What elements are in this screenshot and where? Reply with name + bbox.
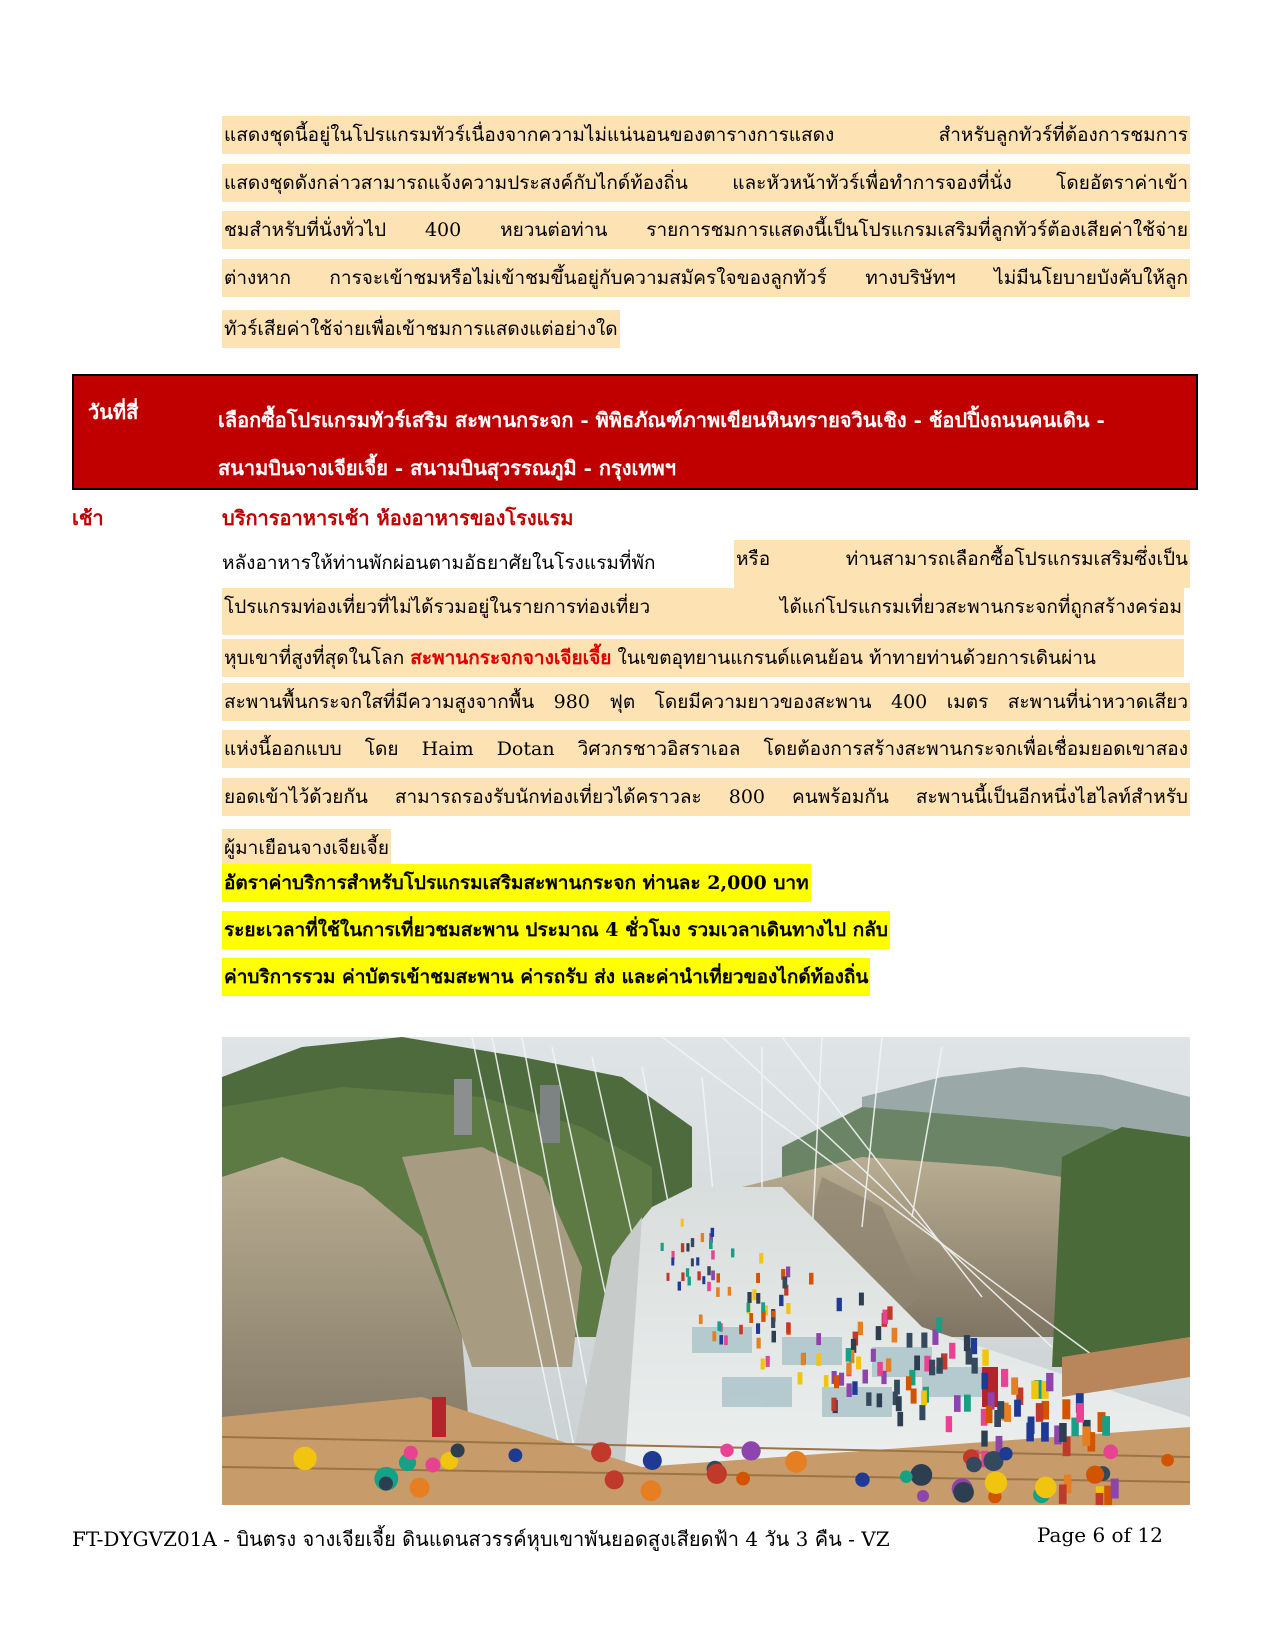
bridge-line-3a: หุบเขาที่สูงที่สุดในโลก (224, 647, 411, 669)
included-info: ค่าบริการรวม ค่าบัตรเข้าชมสะพาน ค่ารถรับ ส่ง และค่านำเที่ยวของไกด์ท้องถิ่น (222, 958, 870, 996)
footer-title: FT-DYGVZ01A - บินตรง จางเจียเจี้ย ดินแดนสวรรค์หุบเขาพันยอดสูงเสียดฟ้า 4 วัน 3 คืน - VZ (72, 1527, 890, 1551)
bridge-line-3b: ในเขตอุทยานแกรนด์แคนย้อน ท้าทายท่านด้วยการเดินผ่าน (611, 647, 1096, 669)
bridge-line-1a: หลังอาหารให้ท่านพักผ่อนตามอัธยาศัยในโรงแรมที่พัก (222, 552, 656, 574)
bridge-line-2b: ได้แก่โปรแกรมเที่ยวสะพานกระจกที่ถูกสร้างคร่อม (779, 595, 1182, 618)
bridge-line-1b: หรือ ท่านสามารถเลือกซื้อโปรแกรมเสริมซึ่งเป็น (734, 540, 1190, 588)
page-number: Page 6 of 12 (1037, 1523, 1163, 1547)
glass-bridge-photo (222, 1037, 1190, 1505)
meal-time: เช้า (72, 506, 104, 530)
day-banner (72, 374, 1198, 490)
day-label: วันที่สี่ (88, 400, 139, 424)
bridge-line-2a: โปรแกรมท่องเที่ยวที่ไม่ได้รวมอยู่ในรายการท่องเที่ยว (224, 595, 651, 618)
bridge-paragraph (222, 540, 1190, 873)
intro-paragraph (222, 116, 1190, 354)
intro-line-1: แสดงชุดนี้อยู่ในโปรแกรมทัวร์เนื่องจากความไม่แน่นอนของตารางการแสดง สำหรับลูกทัวร์ที่ต้องการชมการ (222, 116, 1190, 154)
intro-line-2: แสดงชุดดังกล่าวสามารถแจ้งความประสงค์กับไกด์ท้องถิ่น และหัวหน้าทัวร์เพื่อทำการจองที่นั่ง โดยอัตราค่าเข้า (222, 164, 1190, 202)
intro-line-3: ชมสำหรับที่นั่งทั่วไป 400 หยวนต่อท่าน รายการชมการแสดงนี้เป็นโปรแกรมเสริมที่ลูกทัวร์ต้องเสียค่าใช้จ่าย (222, 211, 1190, 249)
bridge-line-4: สะพานพื้นกระจกใสที่มีความสูงจากพื้น 980 ฟุต โดยมีความยาวของสะพาน 400 เมตร สะพานที่น่าหวาดเสียว (222, 683, 1190, 721)
bridge-line-6: ยอดเข้าไว้ด้วยกัน สามารถรองรับนักท่องเที่ยวได้คราวละ 800 คนพร้อมกัน สะพานนี้เป็นอีกหนึ่งไฮไลท์สำหรับ (222, 778, 1190, 816)
day-title (218, 396, 1178, 492)
bridge-line-7: ผู้มาเยือนจางเจียเจี้ย (222, 829, 391, 867)
day-title-line-2: สนามบินจางเจียเจี้ย - สนามบินสุวรรณภูมิ - กรุงเทพฯ (218, 456, 676, 480)
duration-info: ระยะเวลาที่ใช้ในการเที่ยวชมสะพาน ประมาณ 4 ชั่วโมง รวมเวลาเดินทางไป กลับ (222, 911, 890, 949)
price-info (222, 860, 890, 1001)
intro-line-5: ทัวร์เสียค่าใช้จ่ายเพื่อเข้าชมการแสดงแต่อย่างใด (222, 310, 620, 348)
bridge-line-5: แห่งนี้ออกแบบ โดย Haim Dotan วิศวกรชาวอิสราเอล โดยต้องการสร้างสะพานกระจกเพื่อเชื่อมยอดเขาสอง (222, 730, 1190, 768)
day-title-line-1: เลือกซื้อโปรแกรมทัวร์เสริม สะพานกระจก - พิพิธภัณฑ์ภาพเขียนหินทรายจวินเชิง - ช้อปปิ้งถนนคนเดิน - (218, 408, 1105, 432)
meal-description: บริการอาหารเช้า ห้องอาหารของโรงแรม (222, 506, 574, 530)
price-rate: อัตราค่าบริการสำหรับโปรแกรมเสริมสะพานกระจก ท่านละ 2,000 บาท (222, 864, 811, 902)
glass-bridge-name: สะพานกระจกจางเจียเจี้ย (410, 647, 612, 669)
intro-line-4: ต่างหาก การจะเข้าชมหรือไม่เข้าชมขึ้นอยู่กับความสมัครใจของลูกทัวร์ ทางบริษัทฯ ไม่มีนโยบายบังคับให้ลูก (222, 259, 1190, 297)
